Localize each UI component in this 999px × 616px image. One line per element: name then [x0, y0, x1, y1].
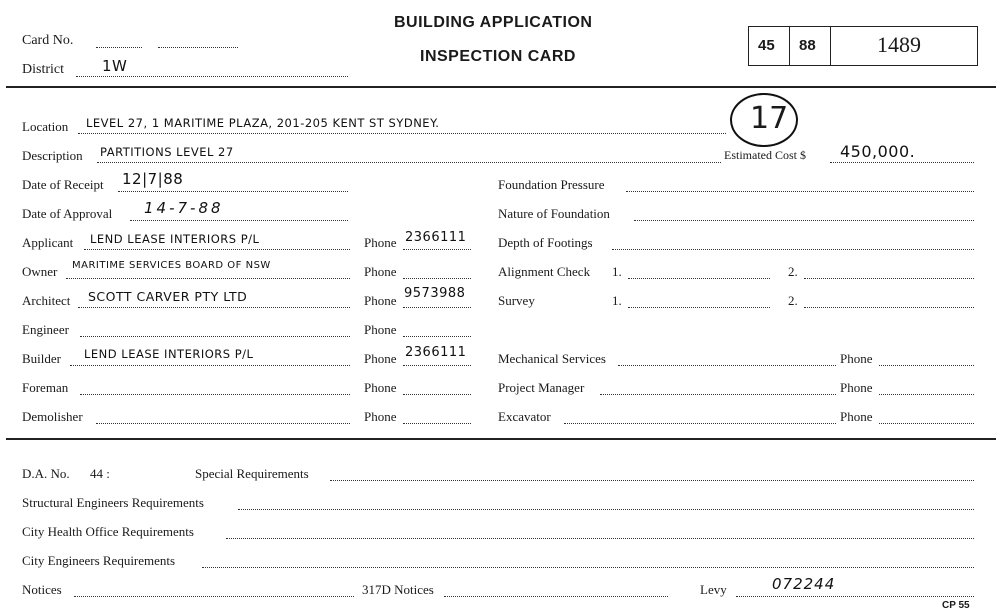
depth-of-footings-label: Depth of Footings [498, 235, 593, 250]
notices-317d-label: 317D Notices [362, 582, 434, 597]
date-of-receipt-value: 12|7|88 [122, 170, 184, 188]
owner-label: Owner [22, 264, 58, 279]
builder-phone-label: Phone [364, 351, 397, 366]
builder-label: Builder [22, 351, 61, 366]
engineer-line [80, 336, 350, 337]
description-label: Description [22, 148, 83, 163]
date-of-receipt-line [118, 191, 348, 192]
code-box-1 [748, 26, 790, 66]
code-box-2-value: 88 [799, 37, 816, 54]
engineer-label: Engineer [22, 322, 69, 337]
top-divider [6, 86, 996, 88]
nature-of-foundation-line [634, 220, 974, 221]
description-value: PARTITIONS LEVEL 27 [100, 145, 234, 159]
code-box-2 [789, 26, 831, 66]
excavator-label: Excavator [498, 409, 551, 424]
date-of-receipt-label: Date of Receipt [22, 177, 104, 192]
estimated-cost-line [830, 162, 974, 163]
applicant-phone-value: 2366111 [405, 230, 467, 245]
estimated-cost-label: Estimated Cost $ [724, 148, 806, 162]
card-number-box [830, 26, 978, 66]
survey-line2 [804, 307, 974, 308]
excavator-phone-line [879, 423, 974, 424]
demolisher-label: Demolisher [22, 409, 83, 424]
district-value: 1W [102, 57, 128, 75]
applicant-phone-line [403, 249, 471, 250]
nature-of-foundation-label: Nature of Foundation [498, 206, 610, 221]
survey-num2: 2. [788, 293, 798, 308]
mechanical-services-phone-line [879, 365, 974, 366]
special-requirements-label: Special Requirements [195, 466, 309, 481]
owner-value: MARITIME SERVICES BOARD OF NSW [72, 260, 271, 271]
owner-phone-line [403, 278, 471, 279]
structural-engineers-label: Structural Engineers Requirements [22, 495, 204, 510]
owner-line [66, 278, 350, 279]
applicant-value: LEND LEASE INTERIORS P/L [90, 232, 260, 246]
demolisher-phone-label: Phone [364, 409, 397, 424]
district-line [76, 76, 348, 77]
survey-label: Survey [498, 293, 535, 308]
demolisher-line [96, 423, 350, 424]
demolisher-phone-line [403, 423, 471, 424]
location-label: Location [22, 119, 69, 134]
builder-value: LEND LEASE INTERIORS P/L [84, 347, 254, 361]
district-label: District [22, 62, 64, 77]
estimated-cost-value: 450,000. [840, 142, 916, 161]
mechanical-services-phone-label: Phone [840, 351, 873, 366]
foreman-phone-line [403, 394, 471, 395]
builder-line [70, 365, 350, 366]
levy-line [736, 596, 974, 597]
engineer-phone-line [403, 336, 471, 337]
applicant-label: Applicant [22, 235, 74, 250]
notices-317d-line [444, 596, 668, 597]
middle-divider [6, 438, 996, 440]
depth-of-footings-line [612, 249, 974, 250]
card-no-line-1 [96, 47, 142, 48]
code-box-1-value: 45 [758, 37, 775, 54]
card-no-line-2 [158, 47, 238, 48]
date-of-approval-label: Date of Approval [22, 206, 113, 221]
card-no-label: Card No. [22, 33, 74, 48]
architect-phone-label: Phone [364, 293, 397, 308]
description-line [97, 162, 721, 163]
architect-line [78, 307, 350, 308]
card-number-value: 1489 [877, 32, 921, 57]
levy-label: Levy [700, 582, 727, 597]
architect-phone-value: 9573988 [404, 286, 466, 301]
da-no-label: D.A. No. [22, 466, 70, 481]
survey-num1: 1. [612, 293, 622, 308]
city-engineers-line [202, 567, 974, 568]
alignment-check-num1: 1. [612, 264, 622, 279]
circled-number [730, 93, 798, 147]
survey-line1 [628, 307, 770, 308]
city-health-label: City Health Office Requirements [22, 524, 194, 539]
project-manager-line [600, 394, 836, 395]
circled-number-value: 17 [750, 101, 789, 136]
excavator-line [564, 423, 836, 424]
mechanical-services-line [618, 365, 836, 366]
notices-label: Notices [22, 582, 62, 597]
date-of-approval-value: 14-7-88 [144, 199, 224, 217]
project-manager-phone-line [879, 394, 974, 395]
city-health-line [226, 538, 974, 539]
special-requirements-line [330, 480, 974, 481]
architect-label: Architect [22, 293, 71, 308]
location-value: LEVEL 27, 1 MARITIME PLAZA, 201-205 KENT ST SYDNEY. [86, 116, 440, 130]
architect-phone-line [403, 307, 471, 308]
owner-phone-label: Phone [364, 264, 397, 279]
alignment-check-label: Alignment Check [498, 264, 591, 279]
form-code: CP 55 [942, 600, 970, 611]
builder-phone-line [403, 365, 471, 366]
alignment-check-line1 [628, 278, 770, 279]
card-title-line2: INSPECTION CARD [420, 48, 576, 65]
foreman-label: Foreman [22, 380, 69, 395]
structural-engineers-line [238, 509, 974, 510]
city-engineers-label: City Engineers Requirements [22, 553, 176, 568]
alignment-check-line2 [804, 278, 974, 279]
engineer-phone-label: Phone [364, 322, 397, 337]
location-line [78, 133, 726, 134]
excavator-phone-label: Phone [840, 409, 873, 424]
project-manager-label: Project Manager [498, 380, 585, 395]
da-no-value: 44 : [90, 466, 110, 481]
builder-phone-value: 2366111 [405, 345, 467, 360]
foundation-pressure-line [626, 191, 974, 192]
architect-value: SCOTT CARVER PTY LTD [88, 289, 248, 304]
levy-value: 072244 [772, 575, 836, 593]
card-title-line1: BUILDING APPLICATION [394, 14, 593, 31]
notices-line [74, 596, 354, 597]
applicant-line [84, 249, 350, 250]
date-of-approval-line [130, 220, 348, 221]
foreman-phone-label: Phone [364, 380, 397, 395]
project-manager-phone-label: Phone [840, 380, 873, 395]
foreman-line [80, 394, 350, 395]
alignment-check-num2: 2. [788, 264, 798, 279]
mechanical-services-label: Mechanical Services [498, 351, 606, 366]
foundation-pressure-label: Foundation Pressure [498, 177, 605, 192]
applicant-phone-label: Phone [364, 235, 397, 250]
